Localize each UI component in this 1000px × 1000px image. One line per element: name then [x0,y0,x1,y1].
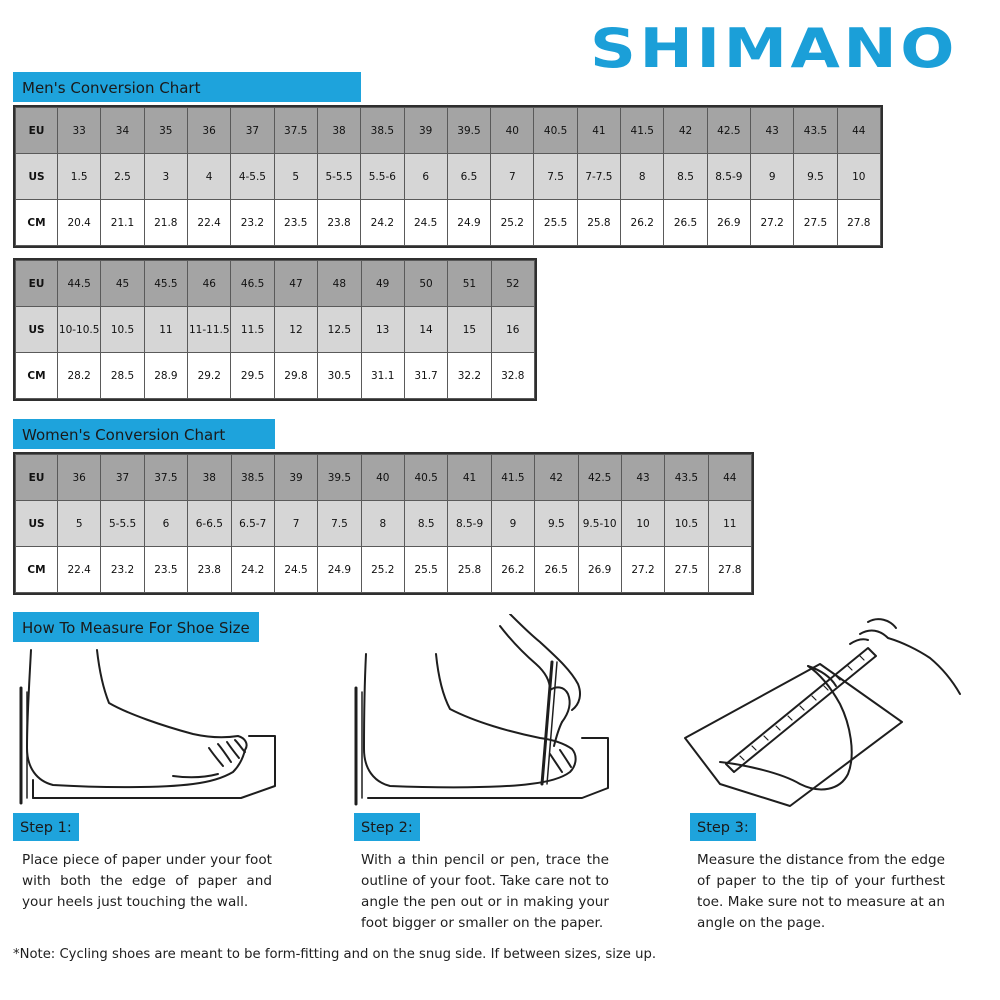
step-3-text: Measure the distance from the edge of paper to the tip of your furthest toe. Make sure not to measure at an angle on the page. [697,852,945,931]
table-cell: 50 [404,261,447,307]
table-cell: 8.5 [405,501,448,547]
row-header: EU [16,108,58,154]
row-header: US [16,307,58,353]
table-cell: 24.9 [447,200,490,246]
table-cell: 7 [491,154,534,200]
table-cell: 12.5 [318,307,361,353]
table-cell: 29.5 [231,353,274,399]
table-cell: 28.9 [144,353,187,399]
table-cell: 6-6.5 [188,501,231,547]
table-cell: 3 [144,154,187,200]
step-2-text: With a thin pencil or pen, trace the outline of your foot. Take care not to angle the pen out or in making your foot bigger or smaller on the paper. [361,852,609,931]
table-cell: 9 [751,154,794,200]
table-cell: 41 [448,455,491,501]
row-header: CM [16,353,58,399]
table-cell: 8 [621,154,664,200]
table-cell: 4-5.5 [231,154,274,200]
measure-section-title: How To Measure For Shoe Size [13,612,259,642]
foot-on-paper-illustration [13,648,283,808]
table-cell: 22.4 [58,547,101,593]
table-cell: 39 [404,108,447,154]
table-cell: 37.5 [274,108,317,154]
sizing-note: *Note: Cycling shoes are meant to be form-fitting and on the snug side. If between sizes, size up. [13,947,657,962]
step-1-label: Step 1: [13,813,79,841]
table-cell: 8 [361,501,404,547]
table-cell: 24.5 [404,200,447,246]
table-cell: 45 [101,261,144,307]
table-cell: 15 [448,307,491,353]
step-1-text: Place piece of paper under your foot with both the edge of paper and your heels just touching the wall. [22,852,272,910]
table-cell: 41.5 [491,455,534,501]
table-row [16,307,535,353]
table-cell: 10 [621,501,664,547]
table-cell: 22.4 [187,200,230,246]
table-cell: 39.5 [318,455,361,501]
table-cell: 42 [664,108,707,154]
table-cell: 49 [361,261,404,307]
row-header: CM [16,547,58,593]
table-cell: 42.5 [578,455,621,501]
table-row [16,200,881,246]
table-cell: 26.9 [578,547,621,593]
table-cell: 41.5 [621,108,664,154]
table-cell: 23.5 [144,547,187,593]
table-cell: 46.5 [231,261,274,307]
table-cell: 27.5 [794,200,837,246]
table-cell: 9.5-10 [578,501,621,547]
table-cell: 40 [361,455,404,501]
table-cell: 2.5 [101,154,144,200]
step-3-label: Step 3: [690,813,756,841]
table-cell: 5-5.5 [317,154,360,200]
table-cell: 44 [708,455,751,501]
table-cell: 27.2 [621,547,664,593]
table-cell: 26.9 [707,200,750,246]
table-cell: 6 [404,154,447,200]
table-cell: 11.5 [231,307,274,353]
table-cell: 10.5 [665,501,708,547]
row-header: EU [16,261,58,307]
table-cell: 23.2 [101,547,144,593]
table-cell: 7.5 [318,501,361,547]
table-cell: 26.5 [535,547,578,593]
womens-conversion-table [13,452,754,595]
table-cell: 29.8 [274,353,317,399]
table-cell: 43.5 [794,108,837,154]
table-cell: 46 [188,261,231,307]
table-cell: 9.5 [535,501,578,547]
table-cell: 26.2 [491,547,534,593]
table-cell: 28.5 [101,353,144,399]
table-cell: 6.5 [447,154,490,200]
table-cell: 42.5 [707,108,750,154]
table-cell: 25.5 [534,200,577,246]
table-cell: 35 [144,108,187,154]
womens-chart-title: Women's Conversion Chart [13,419,275,449]
table-cell: 25.5 [405,547,448,593]
mens-chart-title: Men's Conversion Chart [13,72,361,102]
table-cell: 16 [491,307,534,353]
table-cell: 21.8 [144,200,187,246]
table-cell: 51 [448,261,491,307]
table-cell: 27.8 [708,547,751,593]
table-cell: 43 [621,455,664,501]
table-cell: 38 [188,455,231,501]
table-cell: 31.7 [404,353,447,399]
table-cell: 5 [58,501,101,547]
table-cell: 39 [274,455,317,501]
table-cell: 25.2 [491,200,534,246]
table-cell: 13 [361,307,404,353]
table-cell: 36 [58,455,101,501]
table-cell: 23.8 [317,200,360,246]
table-cell: 40.5 [405,455,448,501]
table-row [16,501,752,547]
table-cell: 4 [187,154,230,200]
table-cell: 27.5 [665,547,708,593]
table-cell: 26.5 [664,200,707,246]
table-cell: 36 [187,108,230,154]
table-cell: 23.8 [188,547,231,593]
table-cell: 24.2 [361,200,404,246]
row-header: US [16,501,58,547]
table-cell: 23.2 [231,200,274,246]
table-cell: 23.5 [274,200,317,246]
table-cell: 40 [491,108,534,154]
table-cell: 25.8 [577,200,620,246]
table-cell: 9.5 [794,154,837,200]
table-cell: 6.5-7 [231,501,274,547]
table-cell: 14 [404,307,447,353]
table-cell: 1.5 [58,154,101,200]
table-cell: 12 [274,307,317,353]
table-cell: 24.5 [274,547,317,593]
table-cell: 7.5 [534,154,577,200]
mens-conversion-table-1 [13,105,883,248]
table-cell: 38.5 [361,108,404,154]
mens-conversion-table-2 [13,258,537,401]
table-cell: 44 [837,108,880,154]
table-cell: 29.2 [188,353,231,399]
table-cell: 39.5 [447,108,490,154]
table-cell: 27.8 [837,200,880,246]
table-cell: 5.5-6 [361,154,404,200]
table-cell: 21.1 [101,200,144,246]
table-cell: 9 [491,501,534,547]
table-cell: 24.2 [231,547,274,593]
table-cell: 8.5-9 [448,501,491,547]
table-cell: 47 [274,261,317,307]
table-cell: 7-7.5 [577,154,620,200]
table-cell: 33 [58,108,101,154]
table-row [16,261,535,307]
measure-foot-illustration [680,614,970,812]
trace-foot-illustration [350,614,620,808]
table-cell: 11 [708,501,751,547]
shimano-logo: SHIMANO [590,17,958,80]
table-cell: 25.2 [361,547,404,593]
table-cell: 7 [274,501,317,547]
table-row [16,455,752,501]
table-cell: 30.5 [318,353,361,399]
table-cell: 34 [101,108,144,154]
table-cell: 48 [318,261,361,307]
table-cell: 25.8 [448,547,491,593]
table-cell: 52 [491,261,534,307]
row-header: EU [16,455,58,501]
table-cell: 32.2 [448,353,491,399]
table-cell: 20.4 [58,200,101,246]
table-cell: 10-10.5 [58,307,101,353]
table-cell: 11 [144,307,187,353]
table-cell: 32.8 [491,353,534,399]
table-row [16,353,535,399]
row-header: CM [16,200,58,246]
table-cell: 44.5 [58,261,101,307]
table-cell: 42 [535,455,578,501]
table-cell: 37 [231,108,274,154]
table-cell: 5-5.5 [101,501,144,547]
table-cell: 31.1 [361,353,404,399]
table-cell: 5 [274,154,317,200]
table-cell: 38.5 [231,455,274,501]
table-row [16,547,752,593]
table-row [16,108,881,154]
table-cell: 8.5 [664,154,707,200]
table-row [16,154,881,200]
step-2-label: Step 2: [354,813,420,841]
table-cell: 10 [837,154,880,200]
table-cell: 41 [577,108,620,154]
table-cell: 37.5 [144,455,187,501]
table-cell: 40.5 [534,108,577,154]
table-cell: 24.9 [318,547,361,593]
table-cell: 45.5 [144,261,187,307]
table-cell: 11-11.5 [188,307,231,353]
row-header: US [16,154,58,200]
table-cell: 28.2 [58,353,101,399]
table-cell: 10.5 [101,307,144,353]
table-cell: 6 [144,501,187,547]
table-cell: 27.2 [751,200,794,246]
table-cell: 43.5 [665,455,708,501]
table-cell: 38 [317,108,360,154]
table-cell: 26.2 [621,200,664,246]
table-cell: 37 [101,455,144,501]
table-cell: 43 [751,108,794,154]
table-cell: 8.5-9 [707,154,750,200]
